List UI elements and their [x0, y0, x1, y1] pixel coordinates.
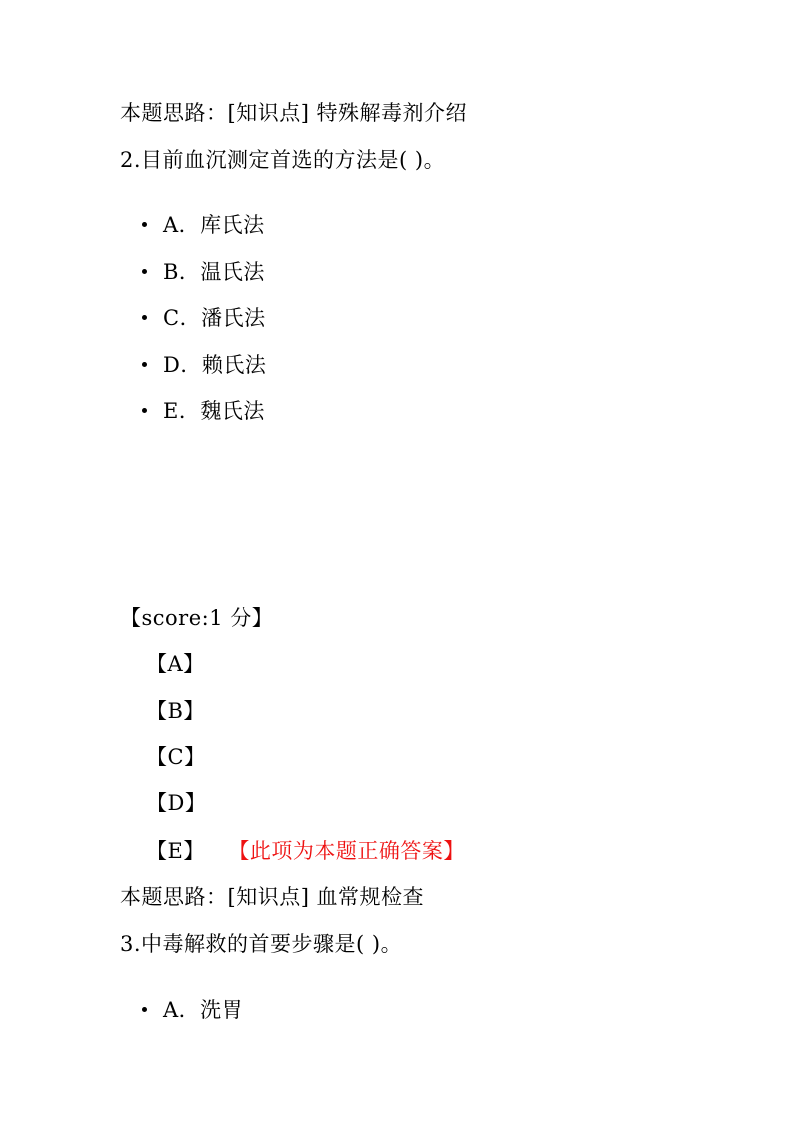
bullet-icon [142, 1007, 147, 1012]
q2-option-c [142, 304, 266, 332]
q2-answer-a: 【A】 [146, 652, 205, 676]
option-text: A．洗胃 [163, 998, 244, 1022]
q2-answer-d: 【D】 [146, 791, 207, 815]
option-text: D．赖氏法 [163, 353, 267, 377]
q2-answer-b: 【B】 [146, 699, 205, 723]
option-text: A．库氏法 [163, 213, 265, 237]
correct-answer-note: 【此项为本题正确答案】 [238, 839, 465, 863]
q2-option-a [142, 211, 265, 239]
q3-question: 3.中毒解救的首要步骤是( )。 [120, 932, 403, 956]
bullet-icon [142, 222, 147, 227]
bullet-icon [142, 315, 147, 320]
q3-option-a [142, 996, 243, 1024]
q2-option-d [142, 351, 266, 379]
q2-answer-e [146, 837, 465, 865]
answer-label: 【E】 [146, 839, 205, 863]
q1-analysis: 本题思路：[知识点] 特殊解毒剂介绍 [120, 101, 468, 125]
option-text: E．魏氏法 [163, 399, 265, 423]
option-text: B．温氏法 [163, 260, 265, 284]
q2-option-e [142, 397, 265, 425]
q2-question: 2.目前血沉测定首选的方法是( )。 [120, 148, 446, 172]
q2-analysis: 本题思路：[知识点] 血常规检查 [120, 885, 425, 909]
bullet-icon [142, 269, 147, 274]
q2-answer-c: 【C】 [146, 745, 206, 769]
q2-score: 【score:1 分】 [120, 606, 274, 630]
bullet-icon [142, 408, 147, 413]
q2-option-b [142, 258, 265, 286]
option-text: C．潘氏法 [163, 306, 266, 330]
bullet-icon [142, 362, 147, 367]
